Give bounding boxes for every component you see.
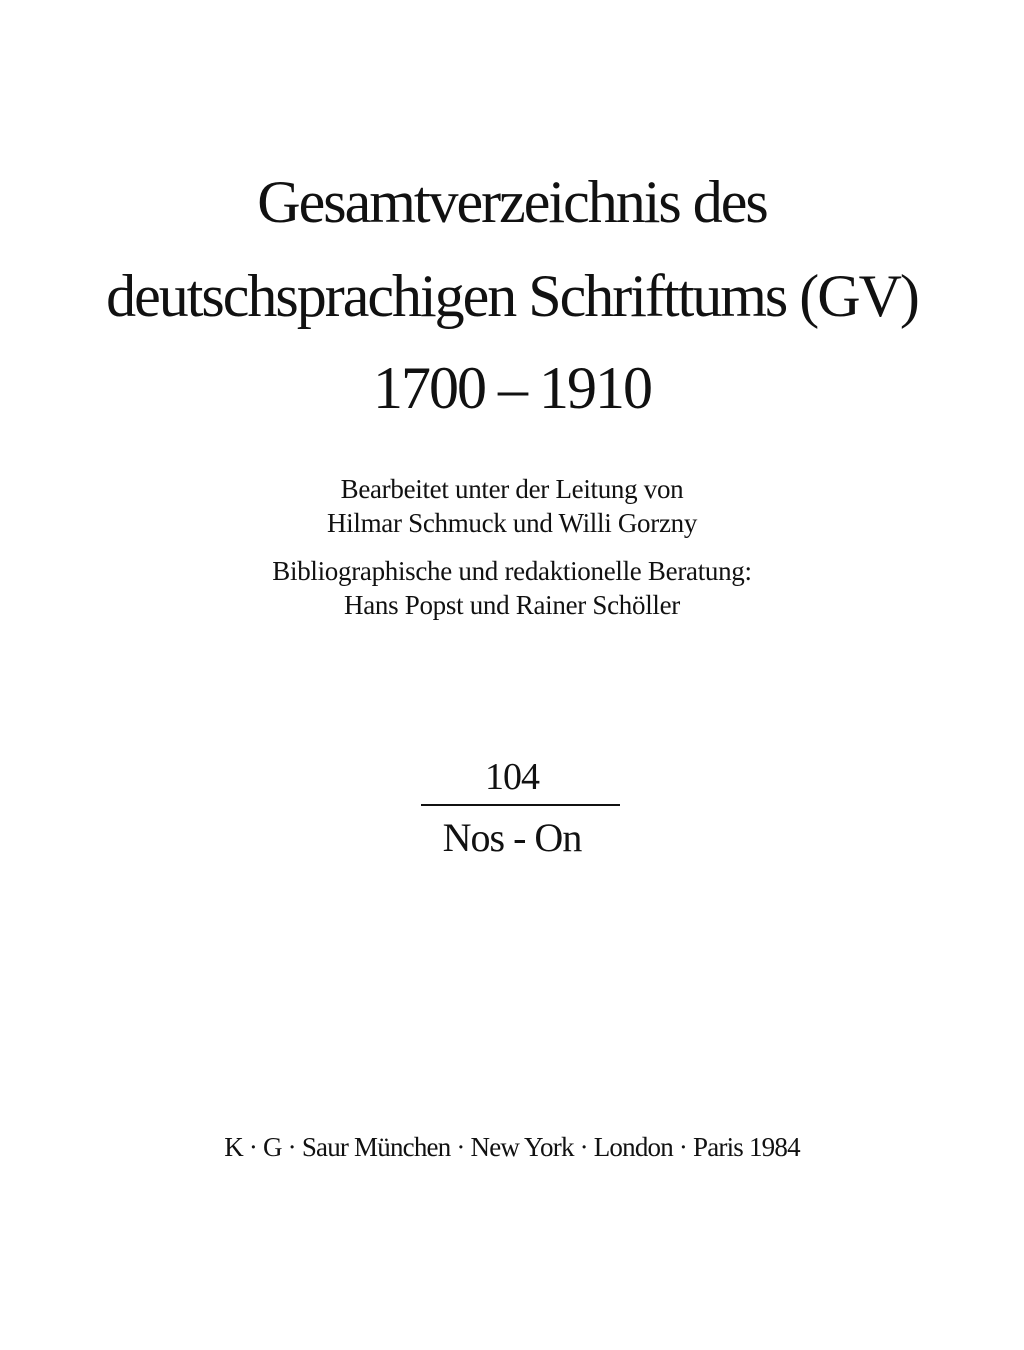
editor-names: Hilmar Schmuck und Willi Gorzny [326,508,698,538]
title-line-2: deutschsprachigen Schrifttums (GV) [106,263,918,329]
publisher-imprint: K · G · Saur München · New York · London · Paris 1984 [224,1132,800,1162]
volume-number: 104 [485,756,539,798]
title-line-1: Gesamtverzeichnis des [257,169,767,235]
volume-divider [421,804,620,806]
advisory-credit-intro: Bibliographische und redaktionelle Beratung: [272,556,752,586]
editor-credit-intro: Bearbeitet unter der Leitung von [340,474,684,504]
title-years: 1700 – 1910 [373,355,651,421]
advisor-names: Hans Popst und Rainer Schöller [344,590,680,620]
volume-alphabetical-range: Nos - On [442,815,582,860]
